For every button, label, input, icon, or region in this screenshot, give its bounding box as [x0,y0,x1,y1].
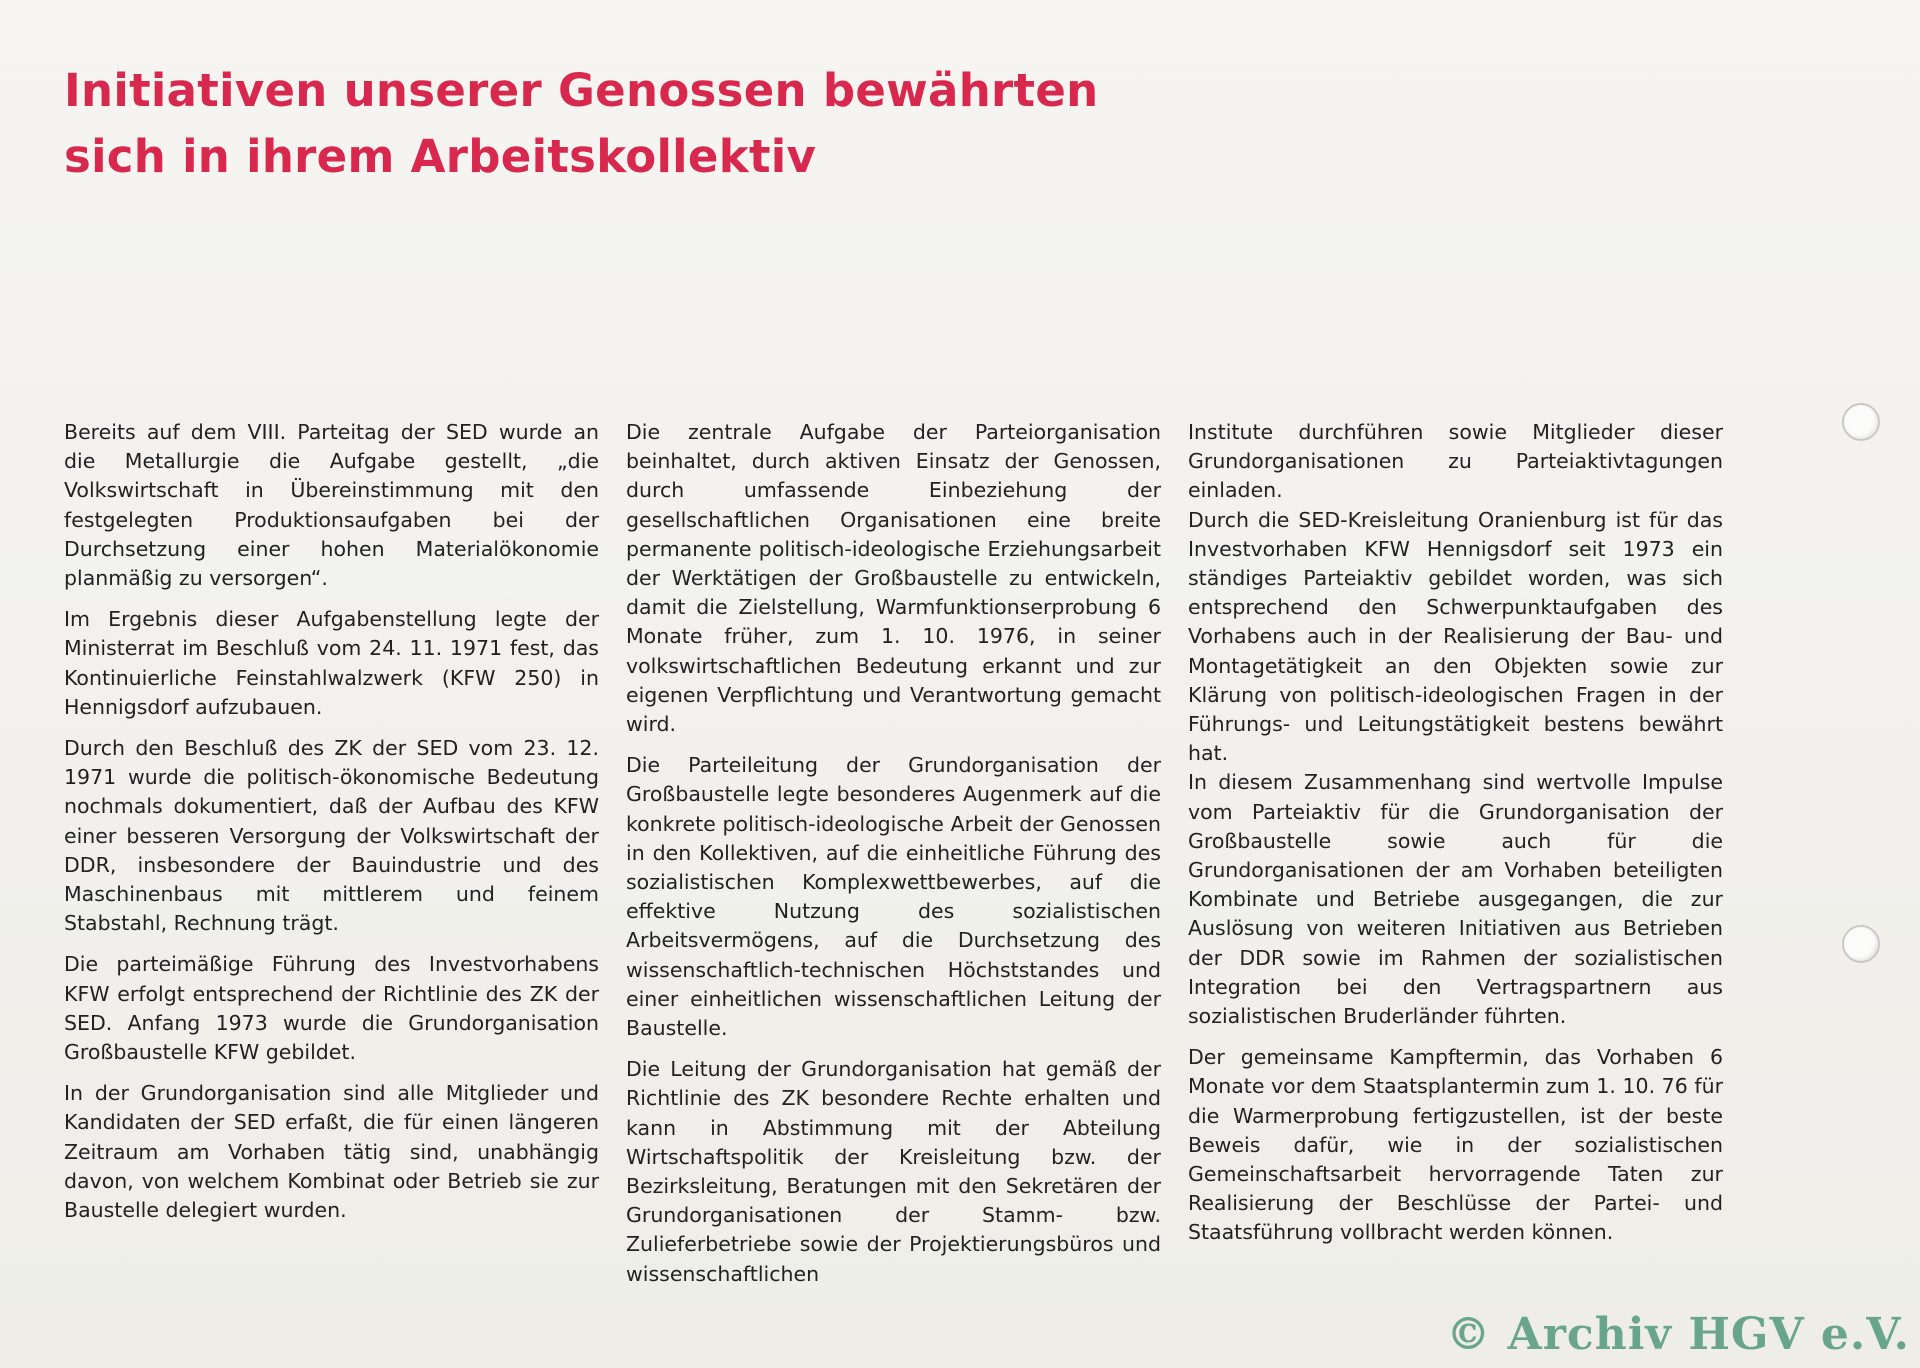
paragraph: In diesem Zusammenhang sind wertvolle Impulse vom Parteiaktiv für die Grundorganisation der Großbaustelle sowie auch für die Grundorganisationen der am Vorhaben beteiligten Kombinate und Betriebe ausgegangen, die zur Auslösung von weiteren Initiativen aus Betrieben der DDR sowie im Rahmen der sozialistischen Integration bei den Vertragspartnern aus sozialistischen Bruderländer führten. [1188,770,1723,1029]
paragraph: Die Parteileitung der Grundorganisation der Großbaustelle legte besonderes Augenmerk auf die konkrete politisch-ideologische Arbeit der Genossen in den Kollektiven, auf die einheitliche Führung des sozialistischen Komplexwettbewerbes, auf die effektive Nutzung des sozialistischen Arbeitsvermögens, auf die Durchsetzung des wissenschaftlich-technischen Höchststandes und einer einheitlichen wissenschaftlichen Leitung der Baustelle. [626,753,1161,1041]
paragraph: Der gemeinsame Kampftermin, das Vorhaben 6 Monate vor dem Staatsplantermin zum 1. 10. 76 für die Warmerprobung fertigzustellen, ist der beste Beweis dafür, wie in der sozialistischen Gemeinschaftsarbeit hervorragende Taten zur Realisierung der Beschlüsse der Partei- und Staatsführung vollbracht werden können. [1188,1045,1723,1245]
title-line-2: sich in ihrem Arbeitskollektiv [64,130,817,183]
text-column-3 [1188,418,1723,1260]
paragraph: Die Leitung der Grundorganisation hat gemäß der Richtlinie des ZK besondere Rechte erhalten und kann in Abstimmung mit der Abteilung Wirtschaftspolitik der Kreisleitung bzw. der Bezirksleitung, Beratungen mit den Sekretären der Grundorganisationen der Stamm- bzw. Zulieferbetriebe sowie der Projektierungsbüros und wissenschaftlichen [626,1057,1161,1286]
text-column-2 [626,418,1161,1301]
paragraph: Im Ergebnis dieser Aufgabenstellung legte der Ministerrat im Beschluß vom 24. 11. 1971 fest, das Kontinuierliche Feinstahlwalzwerk (KFW 250) in Hennigsdorf aufzubauen. [64,607,599,719]
paragraph: Institute durchführen sowie Mitglieder dieser Grundorganisationen zu Parteiaktivtagungen einladen. [1188,420,1723,503]
archive-watermark: © Archiv HGV e.V. [1446,1309,1910,1360]
paragraph: In der Grundorganisation sind alle Mitglieder und Kandidaten der SED erfaßt, die für einen längeren Zeitraum am Vorhaben tätig sind, unabhängig davon, von welchem Kombinat oder Betrieb sie zur Baustelle delegiert wurden. [64,1081,599,1223]
paragraph: Durch die SED-Kreisleitung Oranienburg ist für das Investvorhaben KFW Hennigsdorf seit 1973 ein ständiges Parteiaktiv gebildet worden, was sich entsprechend den Schwerpunktaufgaben des Vorhabens auch in der Realisierung der Bau- und Montagetätigkeit an den Objekten sowie zur Klärung von politisch-ideologischen Fragen in der Führungs- und Leitungstätigkeit bestens bewährt hat. [1188,507,1723,766]
title-line-1: Initiativen unserer Genossen bewährten [64,64,1099,117]
paragraph: Die parteimäßige Führung des Investvorhabens KFW erfolgt entsprechend der Richtlinie des ZK der SED. Anfang 1973 wurde die Grundorganisation Großbaustelle KFW gebildet. [64,952,599,1065]
paragraph: Die zentrale Aufgabe der Parteiorganisation beinhaltet, durch aktiven Einsatz der Genossen, durch umfassende Einbeziehung der gesellschaftlichen Organisationen eine breite permanente politisch-ideologische Erziehungsarbeit der Werktätigen der Großbaustelle zu entwickeln, damit die Zielstellung, Warmfunktionserprobung 6 Monate früher, zum 1. 10. 1976, in seiner volkswirtschaftlichen Bedeutung erkannt und zur eigenen Verpflichtung und Verantwortung gemacht wird. [626,420,1161,737]
paragraph: Bereits auf dem VIII. Parteitag der SED wurde an die Metallurgie die Aufgabe gestellt, „die Volkswirtschaft in Übereinstimmung mit den festgelegten Produktionsaufgaben bei der Durchsetzung einer hohen Materialökonomie planmäßig zu versorgen“. [64,420,599,591]
text-column-1 [64,418,599,1237]
punch-hole [1842,925,1880,963]
paragraph: Durch den Beschluß des ZK der SED vom 23. 12. 1971 wurde die politisch-ökonomische Bedeutung nochmals dokumentiert, daß der Aufbau des KFW einer besseren Versorgung der Volkswirtschaft der DDR, insbesondere der Bauindustrie und des Maschinenbaus mit mittlerem und feinem Stabstahl, Rechnung trägt. [64,736,599,936]
punch-hole [1842,403,1880,441]
page-title [64,58,1099,190]
